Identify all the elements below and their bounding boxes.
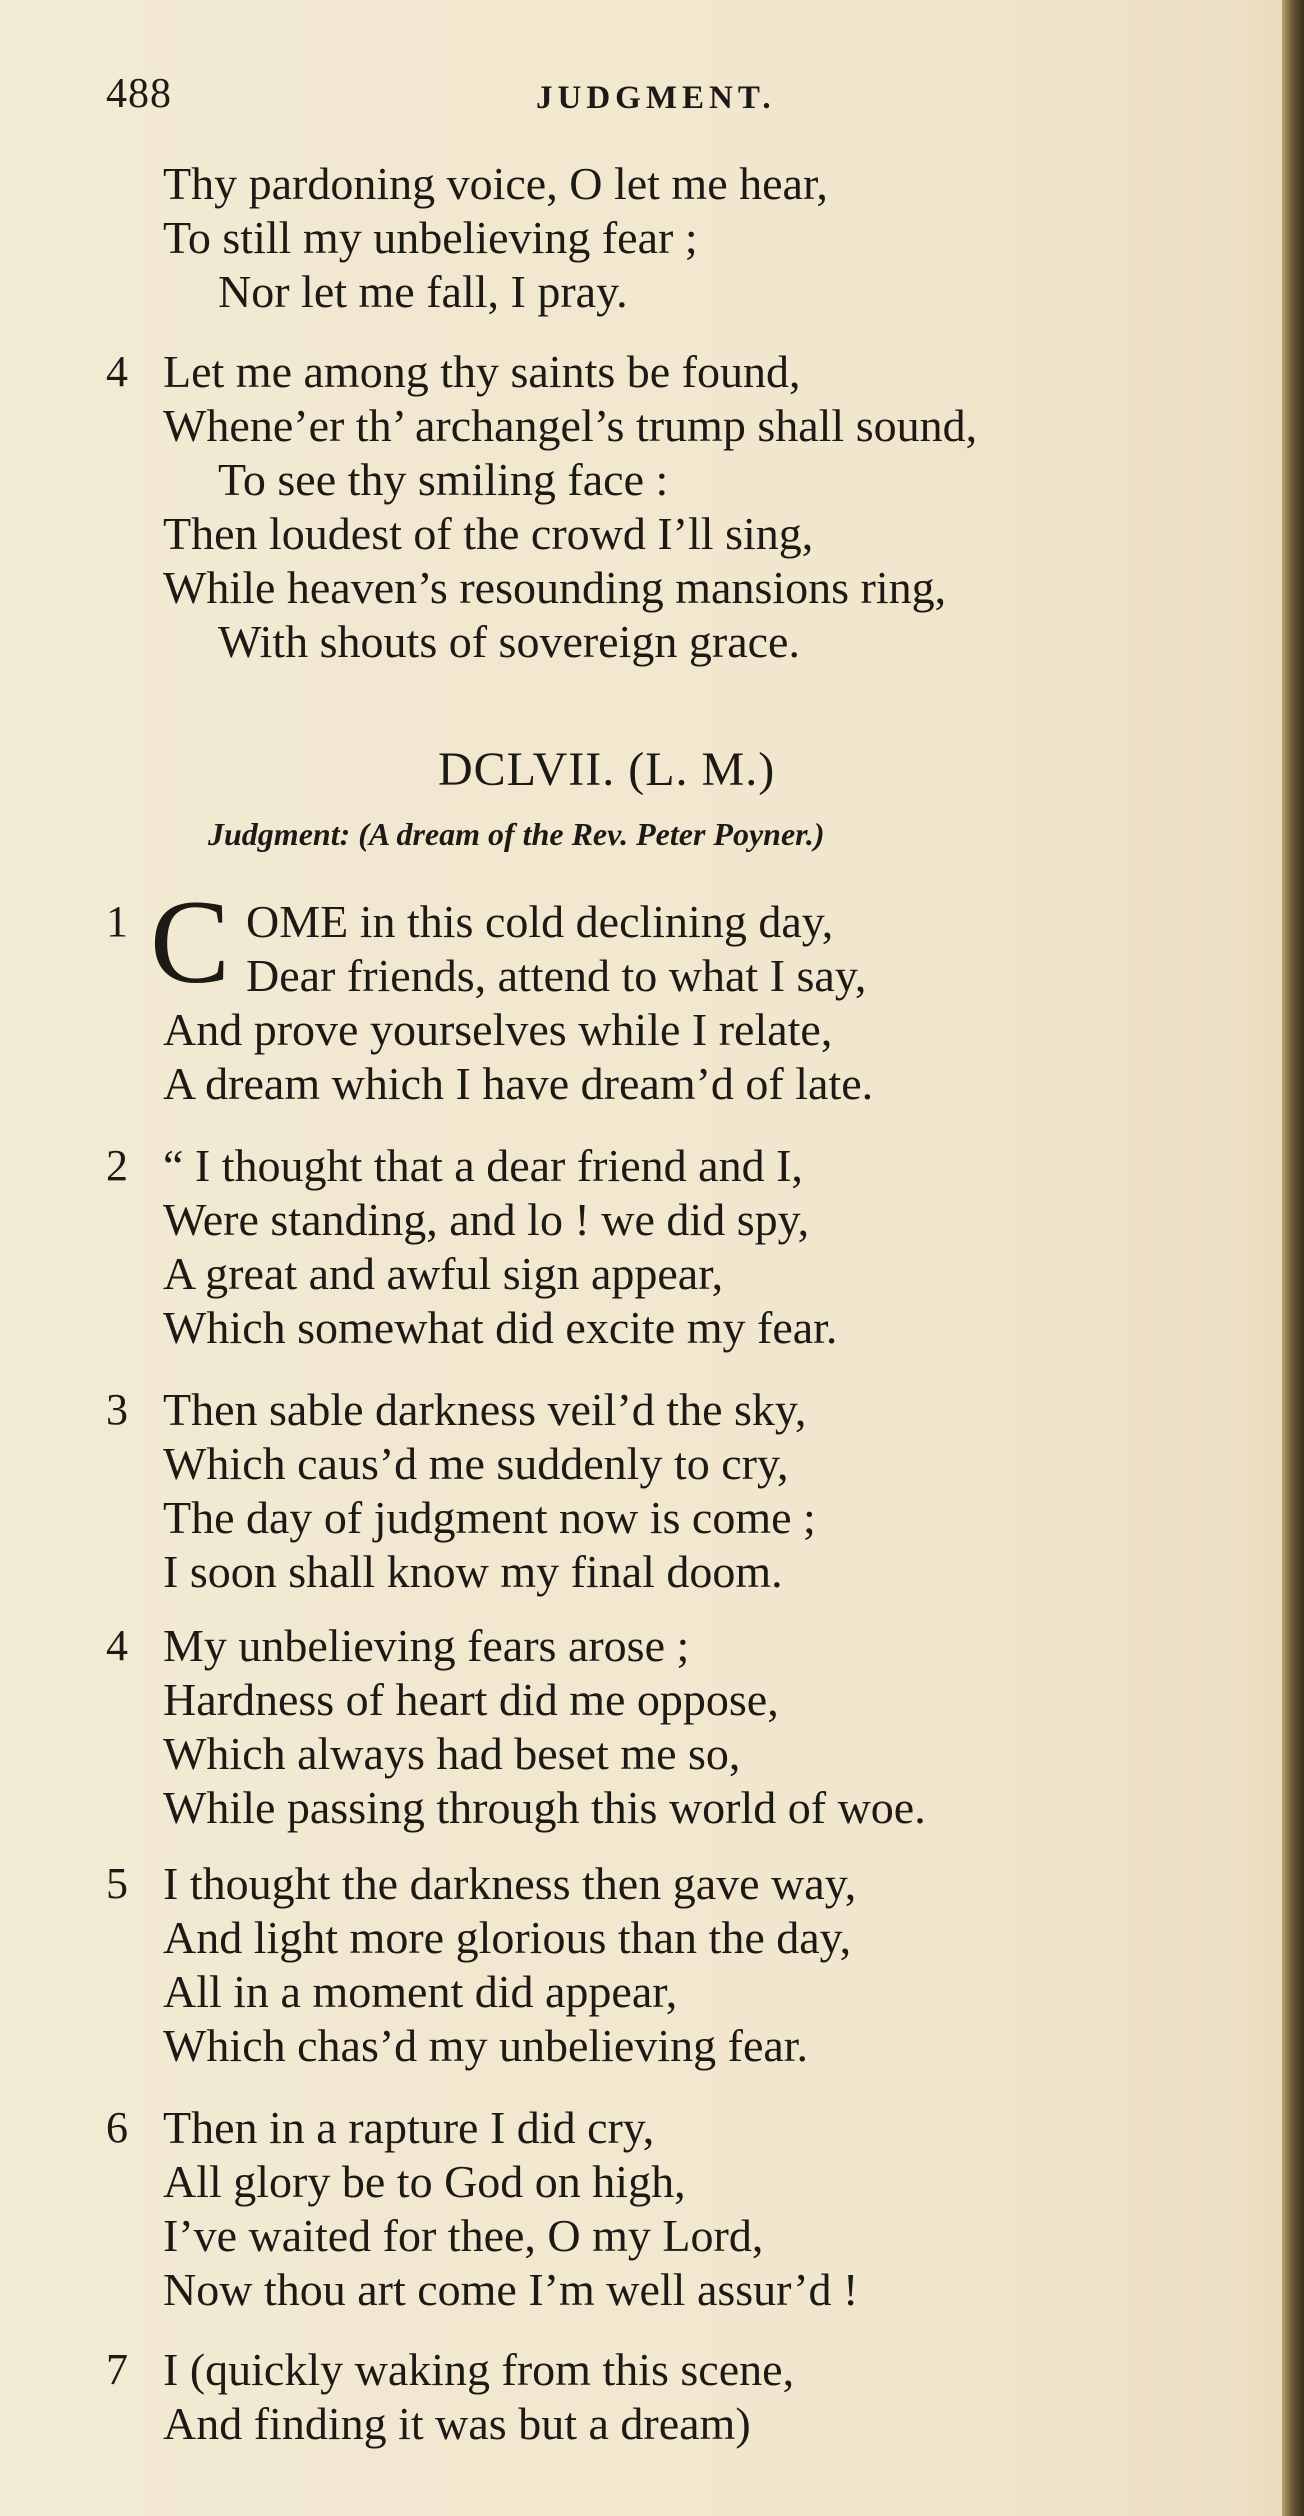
verse-line: While passing through this world of woe.: [163, 1782, 926, 1833]
verse-line: A great and awful sign appear,: [163, 1248, 724, 1299]
verse-number: 5: [106, 1859, 128, 1908]
verse-line: Which always had beset me so,: [163, 1728, 741, 1779]
verse-line: OME in this cold declining day,: [246, 896, 834, 947]
verse-line: Dear friends, attend to what I say,: [246, 950, 867, 1001]
page-number: 488: [106, 71, 172, 117]
verse-number: 4: [106, 347, 128, 396]
verse-number: 4: [106, 1621, 128, 1670]
verse-line: I soon shall know my final doom.: [163, 1546, 783, 1597]
verse-line: Nor let me fall, I pray.: [218, 266, 628, 317]
page-header: [106, 70, 1236, 126]
verse-number: 3: [106, 1385, 128, 1434]
verse-line: Now thou art come I’m well assur’d !: [163, 2264, 859, 2315]
verse-line: Thy pardoning voice, O let me hear,: [163, 158, 828, 209]
verse-line: The day of judgment now is come ;: [163, 1492, 816, 1543]
verse-line: I (quickly waking from this scene,: [163, 2344, 795, 2395]
verse-line: With shouts of sovereign grace.: [218, 616, 800, 667]
verse-line: And light more glorious than the day,: [163, 1912, 852, 1963]
verse-line: Let me among thy saints be found,: [163, 346, 801, 397]
verse-number: 2: [106, 1141, 128, 1190]
verse-line: A dream which I have dream’d of late.: [163, 1058, 874, 1109]
verse-line: I thought the darkness then gave way,: [163, 1858, 857, 1909]
verse-line: My unbelieving fears arose ;: [163, 1620, 690, 1671]
hymn-title: DCLVII. (L. M.): [438, 743, 776, 796]
verse-line: To still my unbelieving fear ;: [163, 212, 698, 263]
verse-line: Hardness of heart did me oppose,: [163, 1674, 779, 1725]
verse-line: Which chas’d my unbelieving fear.: [163, 2020, 809, 2071]
verse-line: To see thy smiling face :: [218, 454, 669, 505]
drop-cap: C: [150, 875, 231, 1008]
verse-line: And prove yourselves while I relate,: [163, 1004, 833, 1055]
verse-line: All glory be to God on high,: [163, 2156, 686, 2207]
verse-number: 6: [106, 2103, 128, 2152]
verse-line: Then sable darkness veil’d the sky,: [163, 1384, 807, 1435]
verse-number: 1: [106, 897, 128, 946]
hymn-subtitle: Judgment: (A dream of the Rev. Peter Poyner.): [208, 816, 825, 852]
verse-number: 7: [106, 2345, 128, 2394]
verse-line: “ I thought that a dear friend and I,: [163, 1140, 803, 1191]
running-head: JUDGMENT.: [536, 80, 776, 116]
verse-line: Then in a rapture I did cry,: [163, 2102, 655, 2153]
verse-line: Which somewhat did excite my fear.: [163, 1302, 838, 1353]
verse-line: While heaven’s resounding mansions ring,: [163, 562, 947, 613]
page-edge: [1282, 0, 1304, 2516]
verse-line: I’ve waited for thee, O my Lord,: [163, 2210, 764, 2261]
verse-line: Which caus’d me suddenly to cry,: [163, 1438, 789, 1489]
verse-line: Were standing, and lo ! we did spy,: [163, 1194, 810, 1245]
verse-line: All in a moment did appear,: [163, 1966, 678, 2017]
verse-line: Whene’er th’ archangel’s trump shall sound,: [163, 400, 978, 451]
verse-line: And finding it was but a dream): [163, 2398, 751, 2449]
verse-line: Then loudest of the crowd I’ll sing,: [163, 508, 814, 559]
